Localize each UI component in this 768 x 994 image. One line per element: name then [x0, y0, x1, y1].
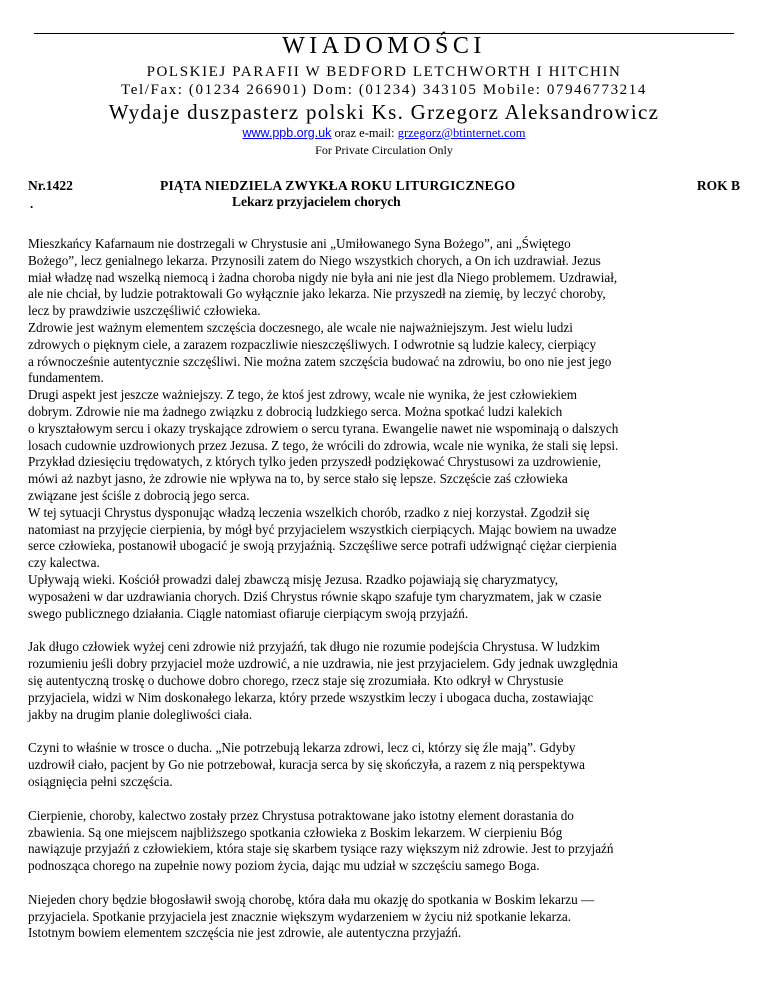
article-line: Jak długo człowiek wyżej ceni zdrowie niż przyjaźń, tak długo nie rozumie podejścia Chrystusa. W ludzkim [28, 639, 600, 655]
article-line: W tej sytuacji Chrystus dysponując władzą leczenia wszelkich chorób, rzadko z niej korzystał. Zgodził się [28, 504, 590, 520]
email-prefix: oraz e-mail: [334, 126, 395, 140]
article-body [28, 236, 748, 942]
article-paragraph [28, 236, 748, 622]
sunday-title: PIĄTA NIEDZIELA ZWYKŁA ROKU LITURGICZNEGO [160, 178, 516, 193]
article-paragraph [28, 808, 748, 875]
article-line: wyposażeni w dar uzdrawiania chorych. Dziś Chrystus równie skąpo szafuje tym charyzmatem, jak w czasie [28, 588, 602, 604]
email-link[interactable]: grzegorz@btinternet.com [397, 126, 526, 140]
article-line: Istotnym bowiem elementem szczęścia nie jest zdrowie, ale autentyczna przyjaźń. [28, 925, 462, 941]
article-line: uzdrowił ciało, pacjent by Go nie potrzebował, kuracja serca by się skończyła, a razem z nią perspektywa [28, 757, 585, 773]
article-line: a równocześnie autentycznie szczęśliwi. Nie można zatem szczęścia budować na zdrowiu, bo ono nie jest jego [28, 353, 612, 369]
article-line: nawiązuje przyjaźń z człowiekiem, która staje się skarbem tysiące razy większym niż zdrowie. Jest to przyjaźń [28, 841, 614, 857]
article-subtitle: Lekarz przyjacielem chorych [232, 194, 401, 209]
article-line: Niejeden chory będzie błogosławił swoją chorobę, która dała mu okazję do spotkania w Boskim lekarzu — [28, 891, 595, 907]
article-paragraph [28, 639, 748, 723]
article-line: Cierpienie, choroby, kalectwo zostały przez Chrystusa potraktowane jako istotny element dorastania do [28, 807, 574, 823]
article-line: miał władzę nad wszelką niemocą i żadna choroba nigdy nie była ani nie jest dla Niego problemem. Uzdrawiał, [28, 269, 618, 285]
article-line: jakby na drugim planie dolegliwości ciała. [28, 706, 253, 722]
article-line: się autentyczną troskę o duchowe dobro chorego, rzecz staje się zrozumiała. Kto odkrył w Chrystusie [28, 672, 564, 688]
article-line: Bożego”, lecz genialnego lekarza. Przynosili zatem do Niego wszystkich chorych, a On ich uzdrawiał. Jezus [28, 252, 601, 268]
article-line: swego publicznego działania. Ciągle natomiast ofiaruje cierpiącym swoją przyjaźń. [28, 605, 469, 621]
article-line: czy kalectwa. [28, 555, 100, 571]
liturgical-year: ROK B [696, 178, 740, 193]
newsletter-title: WIADOMOŚCI [282, 33, 486, 59]
circulation-note: For Private Circulation Only [315, 143, 453, 157]
article-line: Przykład dziesięciu trędowatych, z których tylko jeden przyszedł podziękować Chrystusowi za uzdrowienie, [28, 454, 602, 470]
article-line: zbawienia. Są one miejscem najbliższego spotkania człowieka z Boskim lekarzem. W cierpieniu Bóg [28, 824, 563, 840]
article-line: Drugi aspekt jest jeszcze ważniejszy. Z tego, że ktoś jest zdrowy, wcale nie wynika, że jest człowiekiem [28, 387, 578, 403]
article-line: lecz by prawdziwie uszczęśliwić człowieka. [28, 303, 261, 319]
website-link[interactable]: www.ppb.org.uk [242, 126, 332, 140]
article-line: ale nie chciał, by ludzie potraktowali Go wyłącznie jako lekarza. Nie przyszedł na ziemię, by leczyć choroby, [28, 286, 606, 302]
article-paragraph [28, 892, 748, 942]
article-line: zdrowych o pięknym ciele, a zarazem rozpaczliwie nieszczęśliwych. I odwrotnie są ludzie kalecy, cierpiący [28, 336, 597, 352]
issue-number: Nr.1422 [28, 178, 73, 193]
article-line: o kryształowym sercu i okazy tryskające zdrowiem o sercu tyrana. Ewangelie nawet nie wspominają o dalszych [28, 420, 619, 436]
article-paragraph [28, 740, 748, 790]
article-line: mówi aż nazbyt jasno, że zdrowie nie wpływa na to, by serce stało się lepsze. Szczęście zaś człowieka [28, 471, 568, 487]
parish-line: POLSKIEJ PARAFII W BEDFORD LETCHWORTH I HITCHIN [146, 64, 622, 80]
contact-line: Tel/Fax: (01234 266901) Dom: (01234) 343105 Mobile: 07946773214 [121, 82, 647, 98]
article-line: Upływają wieki. Kościół prowadzi dalej zbawczą misję Jezusa. Rzadko pojawiają się charyzmatycy, [28, 571, 559, 587]
article-line: związane jest ściśle z dobrocią jego serca. [28, 487, 250, 503]
issue-dot: . [30, 196, 34, 211]
article-line: fundamentem. [28, 370, 104, 386]
web-email-line [0, 126, 768, 141]
article-line: losach cudownie uzdrowionych przez Jezusa. Z tego, że wrócili do zdrowia, wcale nie wynika, że stali się lepsi. [28, 437, 619, 453]
article-line: przyjaciela. Spotkanie przyjaciela jest znacznie większym wydarzeniem w życiu niż spotkanie lekarza. [28, 908, 572, 924]
publisher-line: Wydaje duszpasterz polski Ks. Grzegorz Aleksandrowicz [108, 100, 660, 124]
article-line: rozumieniu jeśli dobry przyjaciel może uzdrowić, a nie uzdrawia, nie jest przyjacielem. Gdy jednak uwzględnia [28, 656, 618, 672]
article-line: osiągnięcia pełni szczęścia. [28, 773, 173, 789]
article-line: dobrym. Zdrowie nie ma żadnego związku z dobrocią ludzkiego serca. Można spotkać ludzi kalekich [28, 403, 563, 419]
article-line: Czyni to właśnie w trosce o ducha. „Nie potrzebują lekarza zdrowi, lecz ci, którzy się źle mają”. Gdyby [28, 740, 576, 756]
article-line: przyjaciela, widzi w Nim doskonałego lekarza, który przede wszystkim leczy i ubogaca ducha, zostawiając [28, 689, 594, 705]
article-line: serce człowieka, postanowił ubogacić je swoją przyjaźnią. Szczęśliwe serce potrafi udźwignąć ciężar cierpienia [28, 538, 617, 554]
article-line: Mieszkańcy Kafarnaum nie dostrzegali w Chrystusie ani „Umiłowanego Syna Bożego”, ani „Świętego [28, 236, 571, 251]
article-line: natomiast na przyjęcie cierpienia, by mógł być przyjacielem wszystkich cierpiących. Mając bowiem na uwadze [28, 521, 617, 537]
article-line: Zdrowie jest ważnym elementem szczęścia doczesnego, ale wcale nie najważniejszym. Jest wielu ludzi [28, 319, 573, 335]
article-line: podnosząca chorego na zupełnie nowy poziom życia, dając mu udział w szczęściu samego Boga. [28, 858, 540, 874]
